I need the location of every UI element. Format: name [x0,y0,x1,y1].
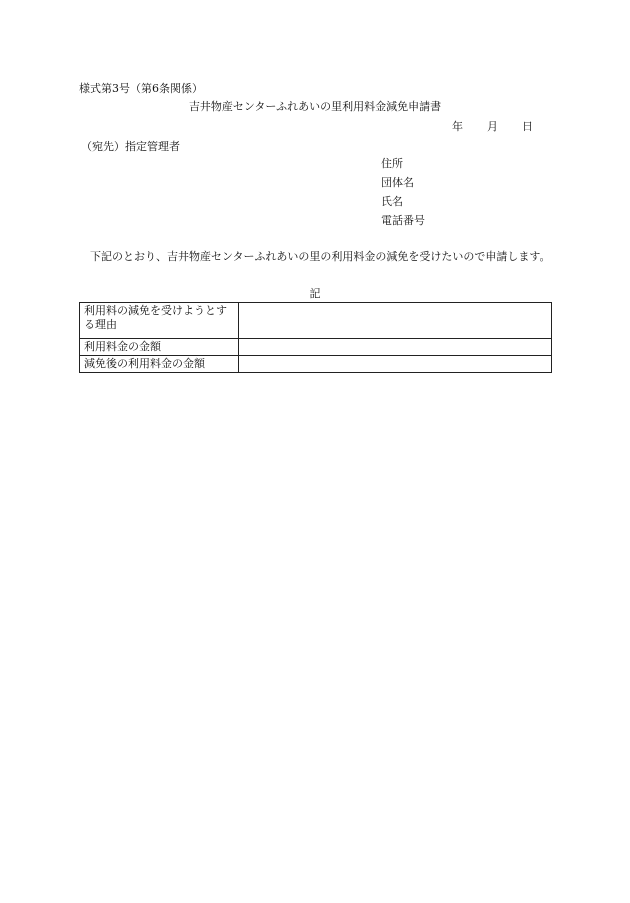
date-month: 月 [487,120,498,133]
applicant-address-label: 住所 [381,157,403,170]
date-line [452,120,533,133]
applicant-group-label: 団体名 [381,176,414,189]
reason-value[interactable] [239,303,552,339]
reduced-fee-value[interactable] [239,356,552,373]
detail-table [79,302,552,373]
date-day: 日 [522,120,533,133]
addressee: （宛先）指定管理者 [81,140,180,153]
document-title [0,100,630,113]
body-text: 下記のとおり、吉井物産センターふれあいの里の利用料金の減免を受けたいので申請します。 [90,250,551,263]
ki-mark: 記 [309,287,321,300]
applicant-phone-label: 電話番号 [381,214,425,227]
table-row [80,303,552,339]
table-row [80,356,552,373]
table-row [80,339,552,356]
fee-amount-value[interactable] [239,339,552,356]
form-number: 様式第3号（第6条関係） [79,82,203,95]
date-year: 年 [452,120,463,133]
fee-amount-label: 利用料金の金額 [80,339,239,356]
applicant-name-label: 氏名 [381,195,403,208]
body-paragraph [79,248,553,266]
reduced-fee-label: 減免後の利用料金の金額 [80,356,239,373]
document-title-text: 吉井物産センターふれあいの里利用料金減免申請書 [188,100,442,113]
reason-label: 利用料の減免を受けようとする理由 [80,303,239,339]
